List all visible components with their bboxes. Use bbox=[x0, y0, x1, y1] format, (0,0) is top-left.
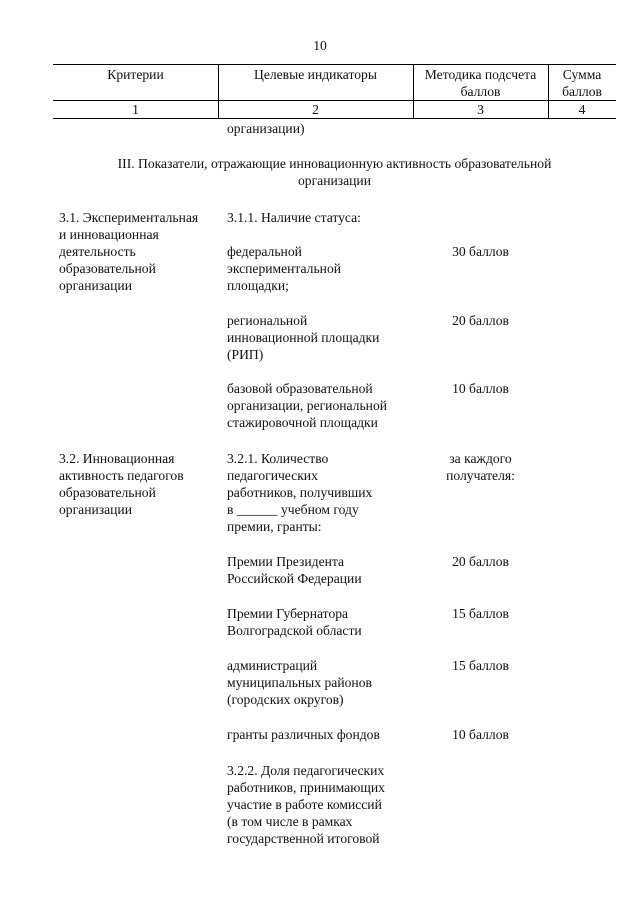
criterion-line: образовательной bbox=[59, 261, 156, 276]
header-indicators: Целевые индикаторы bbox=[254, 67, 377, 82]
item-line: площадки; bbox=[227, 278, 289, 293]
header-method-line1: Методика подсчета bbox=[424, 67, 537, 82]
item-score: 30 баллов bbox=[452, 244, 509, 259]
header-sum-line1: Сумма bbox=[562, 67, 602, 82]
indicator-line: работников, получивших bbox=[227, 485, 373, 500]
item-line: Российской Федерации bbox=[227, 571, 362, 586]
item-score: 20 баллов bbox=[452, 554, 509, 569]
header-num-1: 1 bbox=[132, 102, 139, 117]
item-line: (РИП) bbox=[227, 347, 264, 362]
item-score: 20 баллов bbox=[452, 313, 509, 328]
indicator-line: в ______ учебном году bbox=[227, 502, 359, 517]
criterion-line: образовательной bbox=[59, 485, 156, 500]
item-line: базовой образовательной bbox=[227, 381, 373, 396]
header-sum-line2: баллов bbox=[562, 84, 602, 99]
header-criteria: Критерии bbox=[107, 67, 164, 82]
indicator-line: государственной итоговой bbox=[227, 831, 380, 846]
item-line: инновационной площадки bbox=[227, 330, 380, 345]
item-score: 10 баллов bbox=[452, 727, 509, 742]
header-num-3: 3 bbox=[477, 102, 484, 117]
item-line: организации, региональной bbox=[227, 398, 388, 413]
indicator-line: (в том числе в рамках bbox=[227, 814, 353, 829]
criterion-line: организации bbox=[59, 502, 132, 517]
item-score: 10 баллов bbox=[452, 381, 509, 396]
item-line: (городских округов) bbox=[227, 692, 344, 707]
item-line: региональной bbox=[227, 313, 308, 328]
header-method-line2: баллов bbox=[460, 84, 501, 99]
indicator-line: 3.2.2. Доля педагогических bbox=[227, 763, 385, 778]
item-score: 15 баллов bbox=[452, 658, 509, 673]
section-title-line1: III. Показатели, отражающие инновационную активность образовательной bbox=[117, 156, 552, 171]
header-num-2: 2 bbox=[312, 102, 319, 117]
criterion-line: деятельность bbox=[59, 244, 136, 259]
item-line: федеральной bbox=[227, 244, 302, 259]
indicator-line: работников, принимающих bbox=[227, 780, 385, 795]
criterion-line: 3.1. Экспериментальная bbox=[59, 210, 199, 225]
criterion-line: и инновационная bbox=[59, 227, 159, 242]
indicator-line: участие в работе комиссий bbox=[227, 797, 382, 812]
item-line: стажировочной площадки bbox=[227, 415, 378, 430]
criterion-line: активность педагогов bbox=[59, 468, 184, 483]
indicator-line: премии, гранты: bbox=[227, 519, 322, 534]
item-line: муниципальных районов bbox=[227, 675, 372, 690]
item-line: экспериментальной bbox=[227, 261, 342, 276]
indicator-3-1-1: 3.1.1. Наличие статуса: bbox=[227, 210, 361, 225]
header-num-4: 4 bbox=[578, 102, 586, 117]
criterion-line: 3.2. Инновационная bbox=[59, 451, 175, 466]
method-line: получателя: bbox=[446, 468, 515, 483]
item-line: администраций bbox=[227, 658, 318, 673]
criterion-line: организации bbox=[59, 278, 132, 293]
method-line: за каждого bbox=[449, 451, 512, 466]
item-line: Волгоградской области bbox=[227, 623, 362, 638]
item-score: 15 баллов bbox=[452, 606, 509, 621]
indicator-line: педагогических bbox=[227, 468, 318, 483]
section-title-line2: организации bbox=[298, 173, 371, 188]
item-line: Премии Президента bbox=[227, 554, 345, 569]
item-line: Премии Губернатора bbox=[227, 606, 349, 621]
page-number: 10 bbox=[313, 38, 327, 53]
indicator-line: 3.2.1. Количество bbox=[227, 451, 329, 466]
item-line: гранты различных фондов bbox=[227, 727, 380, 742]
continuation-text: организации) bbox=[227, 121, 305, 136]
